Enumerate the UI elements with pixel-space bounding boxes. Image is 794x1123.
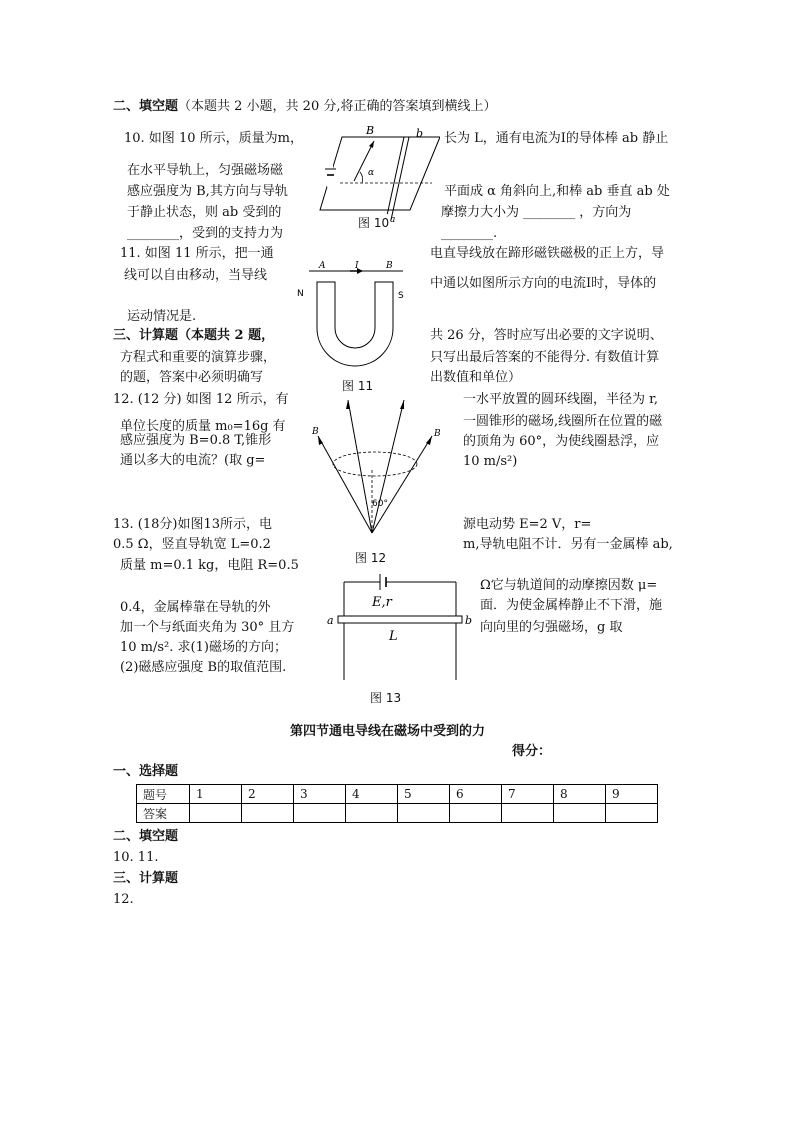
table-cell-num: 3 xyxy=(294,785,346,804)
q10-line2: 在水平导轨上，匀强磁场磁 xyxy=(127,163,284,178)
fig10-label-B: B xyxy=(366,125,375,137)
q10-line3b: 平面成 α 角斜向上,和棒 ab 垂直 ab 处 xyxy=(444,184,670,199)
figure-11-caption: 图 11 xyxy=(342,379,374,393)
answer-cell[interactable] xyxy=(346,804,398,823)
fig11-label-N: N xyxy=(297,289,304,299)
answer-sheet-section-calc: 三、计算题 xyxy=(113,871,179,886)
figure-12-cone xyxy=(300,388,455,548)
q12-line1a: 12. (12 分) 如图 12 所示，有 xyxy=(113,392,289,407)
q12-line2a: 单位长度的质量 m₀=16g 有 xyxy=(120,419,286,434)
table-cell-num: 8 xyxy=(554,785,606,804)
q11-line1b: 电直导线放在蹄形磁铁磁极的正上方，导 xyxy=(430,246,665,261)
fig13-label-a: a xyxy=(327,614,334,627)
table-row-numbers xyxy=(137,785,658,804)
q11-line2b: 中通以如图所示方向的电流I时，导体的 xyxy=(430,276,657,291)
table-cell-num: 9 xyxy=(606,785,658,804)
answer-sheet-score: 得分： xyxy=(512,744,552,759)
answer-sheet-title: 第四节通电导线在磁场中受到的力 xyxy=(290,724,486,739)
section-calc-line1b: 共 26 分，答时应写出必要的文字说明、 xyxy=(430,328,663,343)
fig10-label-a: a xyxy=(390,215,396,225)
fig12-label-B-right: B xyxy=(434,429,441,439)
answer-cell[interactable] xyxy=(294,804,346,823)
section-calc-line1a xyxy=(113,328,274,344)
q10-line4b: 摩擦力大小为 ________ ，方向为 xyxy=(441,205,632,220)
answer-table xyxy=(136,784,658,823)
answer-cell[interactable] xyxy=(502,804,554,823)
section-calc-line2b: 只写出最后答案的不能得分. 有数值计算 xyxy=(430,350,660,365)
answer-cell[interactable] xyxy=(190,804,242,823)
q12-line3b: 的顶角为 60°，为使线圈悬浮，应 xyxy=(463,434,660,449)
answer-cell[interactable] xyxy=(450,804,502,823)
section-calc-line2a: 方程式和重要的演算步骤， xyxy=(120,350,277,365)
fig12-label-B-left: B xyxy=(312,427,319,437)
table-cell-num: 5 xyxy=(398,785,450,804)
answer-cell[interactable] xyxy=(398,804,450,823)
fig11-label-A: A xyxy=(319,261,326,271)
fig11-label-B: B xyxy=(386,261,393,271)
q11-line3: 运动情况是. xyxy=(127,309,197,324)
table-row-answers xyxy=(137,804,658,823)
answer-cell[interactable] xyxy=(554,804,606,823)
q12-line1b: 一水平放置的圆环线圈，半径为 r, xyxy=(463,392,659,407)
answer-sheet-calc-number: 12. xyxy=(113,892,134,907)
section-calc-line3a: 的题，答案中必须明确写 xyxy=(120,370,264,385)
section-calc-line3b: 出数值和单位） xyxy=(430,370,522,385)
section-calc-text: 三、计算题（本题共 2 题， xyxy=(113,328,275,343)
q13-line3b: Ω它与轨道间的动摩擦因数 μ= xyxy=(480,578,658,593)
answer-cell[interactable] xyxy=(242,804,294,823)
q13-line5a: 加一个与纸面夹角为 30° 且方 xyxy=(120,620,295,635)
q13-line1a: 13. (18分)如图13所示，电 xyxy=(113,517,273,532)
q10-line5b: ________. xyxy=(441,226,498,241)
q10-line1a: 10. 如图 10 所示，质量为m， xyxy=(124,131,303,146)
q13-line3a: 质量 m=0.1 kg，电阻 R=0.5 xyxy=(120,558,299,573)
q12-line2b: 一圆锥形的磁场,线圈所在位置的磁 xyxy=(463,414,663,429)
table-cell-num: 4 xyxy=(346,785,398,804)
q13-line2a: 0.5 Ω，竖直导轨宽 L=0.2 xyxy=(113,537,271,552)
table-cell-num: 1 xyxy=(190,785,242,804)
table-cell-num: 6 xyxy=(450,785,502,804)
q11-line2a: 线可以自由移动，当导线 xyxy=(124,268,268,283)
q13-line4b: 面．为使金属棒静止不下滑，施 xyxy=(480,598,663,613)
table-header-ans: 答案 xyxy=(137,804,190,823)
fig10-label-alpha: α xyxy=(368,168,375,178)
figure-12-caption: 图 12 xyxy=(355,551,387,565)
table-cell-num: 2 xyxy=(242,785,294,804)
answer-sheet-fill-numbers: 10. 11. xyxy=(113,850,159,865)
section-fill-in xyxy=(113,99,497,115)
q10-line4a: 于静止状态，则 ab 受到的 xyxy=(127,205,282,220)
fig13-label-L: L xyxy=(389,629,398,644)
q10-line3a: 感应强度为 B,其方向与导轨 xyxy=(127,184,288,199)
fig12-angle: 60° xyxy=(372,499,388,509)
q13-line7: (2)磁感应强度 B的取值范围. xyxy=(120,660,287,675)
q13-line2b: m,导轨电阻不计．另有一金属棒 ab, xyxy=(463,537,673,552)
q10-line5a: ________，受到的支持力为 xyxy=(127,226,284,241)
q13-line6: 10 m/s². 求(1)磁场的方向； xyxy=(120,640,287,655)
fig13-label-Er: E,r xyxy=(372,595,392,610)
table-cell-num: 7 xyxy=(502,785,554,804)
q13-line5b: 向向里的匀强磁场，g 取 xyxy=(480,620,623,635)
figure-11-magnet xyxy=(295,258,415,378)
figure-13-caption: 图 13 xyxy=(370,691,402,705)
q11-line1a: 11. 如图 11 所示，把一通 xyxy=(120,246,274,261)
q10-line1b: 长为 L，通有电流为I的导体棒 ab 静止 xyxy=(444,131,669,146)
q12-line4a: 通以多大的电流？(取 g= xyxy=(120,453,266,468)
fig10-label-b: b xyxy=(416,127,424,140)
figure-10-caption: 图 10 xyxy=(358,216,390,230)
q13-line4a: 0.4，金属棒靠在导轨的外 xyxy=(120,600,271,615)
q13-line1b: 源电动势 E=2 V，r= xyxy=(463,517,592,532)
figure-13-circuit xyxy=(320,566,480,682)
fig13-label-b: b xyxy=(465,614,473,627)
answer-sheet-section-choice: 一、选择题 xyxy=(113,764,179,779)
answer-cell[interactable] xyxy=(606,804,658,823)
table-header-num: 题号 xyxy=(137,785,190,804)
answer-sheet-section-fill: 二、填空题 xyxy=(113,829,179,844)
q12-line3a: 感应强度为 B=0.8 T,锥形 xyxy=(120,433,272,448)
q12-line4b: 10 m/s²) xyxy=(463,454,518,469)
section-note: （本题共 2 小题，共 20 分,将正确的答案填到横线上） xyxy=(178,99,497,114)
fig11-label-I: I xyxy=(355,261,359,271)
fig11-label-S: S xyxy=(398,291,404,301)
section-title: 二、填空题 xyxy=(113,99,179,114)
